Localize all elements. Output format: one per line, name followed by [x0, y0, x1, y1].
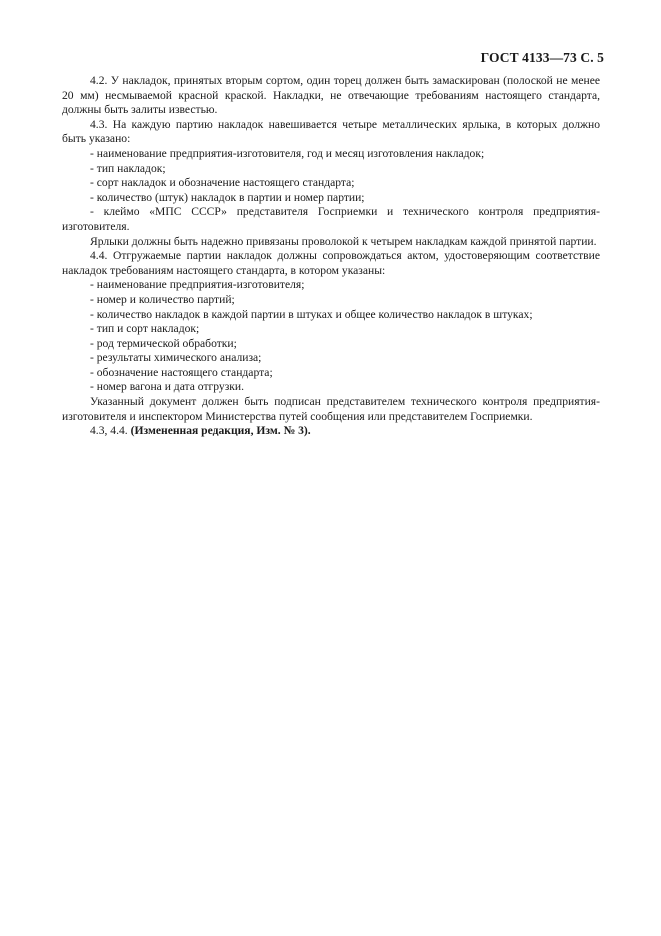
list-item: - номер и количество партий; [90, 292, 235, 306]
list-item: - результаты химического анализа; [90, 351, 262, 365]
list-item: - тип накладок; [90, 161, 166, 175]
list-item: - род термической обработки; [90, 336, 237, 350]
revision-note [62, 424, 600, 439]
document-body [62, 74, 600, 439]
list-item: - количество (штук) накладок в партии и номер партии; [90, 190, 365, 204]
paragraph-4-4-closing: Указанный документ должен быть подписан представителем технического контроля предприятия-изготовителя и инспектором Министерства путей сообщения или представителем Госприемки. [62, 395, 600, 423]
list-item: - тип и сорт накладок; [90, 322, 200, 336]
paragraph-4-3-closing: Ярлыки должны быть надежно привязаны проволокой к четырем накладкам каждой принятой партии. [90, 234, 597, 248]
list-item: - номер вагона и дата отгрузки. [90, 380, 245, 394]
revision-note-bold: (Измененная редакция, Изм. № 3). [130, 424, 311, 438]
paragraph-4-4-intro: 4.4. Отгружаемые партии накладок должны сопровождаться актом, удостоверяющим соответствие накладок требованиям настоящего стандарта, в котором указаны: [62, 249, 600, 277]
list-item: - количество накладок в каждой партии в штуках и общее количество накладок в штуках; [90, 307, 533, 321]
list-item: - обозначение настоящего стандарта; [90, 365, 273, 379]
paragraph-4-3-intro: 4.3. На каждую партию накладок навешивается четыре металлических ярлыка, в которых должно быть указано: [62, 117, 600, 146]
list-item: - наименование предприятия-изготовителя; [90, 278, 305, 292]
list-item: - сорт накладок и обозначение настоящего стандарта; [90, 176, 355, 190]
list-item: - клеймо «МПС СССР» представителя Госприемки и технического контроля предприятия-изготовителя. [62, 205, 600, 233]
list-item: - наименование предприятия-изготовителя, год и месяц изготовления накладок; [90, 146, 485, 160]
paragraph-4-2: 4.2. У накладок, принятых вторым сортом, один торец должен быть замаскирован (полоской не менее 20 мм) несмываемой красной краской. Накладки, не отвечающие требованиям настоящего стандарта, должны быть залиты известью. [62, 74, 600, 117]
page-header: ГОСТ 4133—73 С. 5 [480, 50, 604, 65]
revision-note-prefix: 4.3, 4.4. [90, 424, 128, 438]
